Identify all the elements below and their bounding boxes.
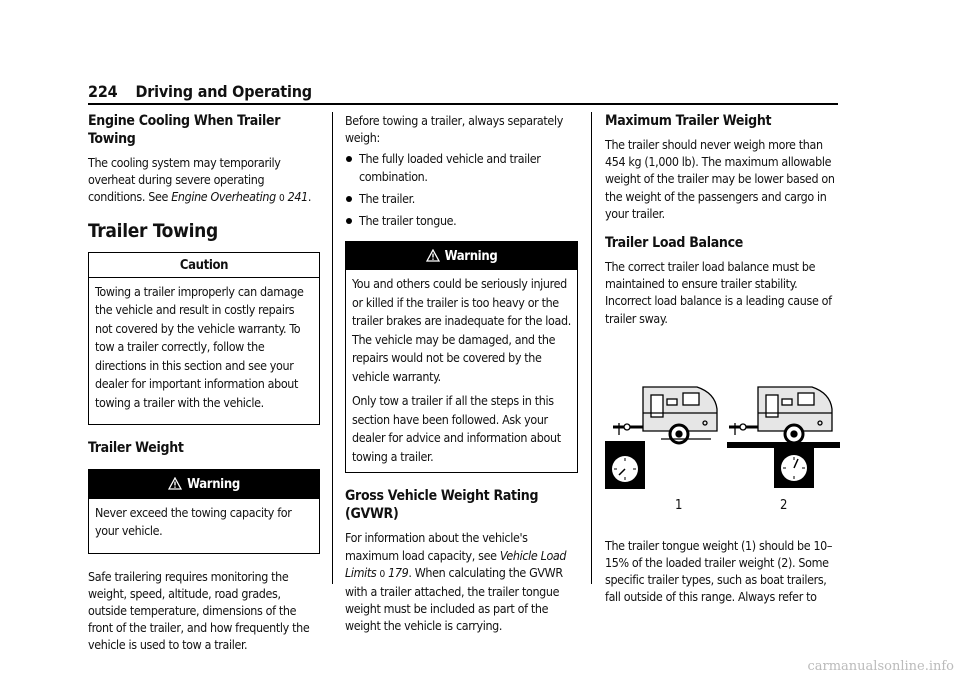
section-title: Driving and Operating — [135, 82, 312, 101]
weigh-intro: Before towing a trailer, always separately weigh: — [345, 113, 563, 146]
gvwr-heading: Gross Vehicle Weight Rating (GVWR) — [345, 488, 539, 523]
column-2 — [345, 112, 578, 643]
trailer-towing-heading: Trailer Towing — [88, 219, 218, 242]
weigh-list — [345, 150, 578, 229]
safe-trailering-text: Safe trailering requires monitoring the weight, speed, altitude, road grades, outside temperature, dimensions of the front of the trailer, and how frequently the vehicle is used to tow a trailer. — [88, 568, 310, 653]
max-trailer-weight-heading: Maximum Trailer Weight — [605, 113, 772, 129]
tongue-weight-text: The trailer tongue weight (1) should be 10–15% of the loaded trailer weight (2). Some specific trailer types, such as boat trailers, fall outside of this range. Always refer to — [605, 537, 833, 605]
page-number: 224 — [88, 82, 118, 101]
figure-label-2: 2 — [780, 497, 788, 513]
watermark: carmanualsonline.info — [807, 659, 954, 674]
engine-cooling-heading: Engine Cooling When Trailer Towing — [88, 113, 281, 147]
trailer-weight-heading: Trailer Weight — [88, 440, 184, 457]
vehicle-load-limits-link[interactable]: Vehicle Load Limits — [345, 547, 567, 580]
trailer-1 — [613, 387, 717, 443]
caution-box — [88, 252, 320, 426]
trailer-weight-figure — [605, 379, 840, 519]
load-balance-text: The correct trailer load balance must be maintained to ensure trailer stability. Incorrect load balance is a leading cause of trailer sway. — [605, 259, 832, 326]
warning-icon — [426, 249, 440, 262]
page-ref-arrow: 0 — [279, 193, 285, 205]
figure-label-1: 1 — [675, 497, 683, 513]
warning-text-2: You and others could be seriously injured or killed if the trailer is too heavy or the trailer brakes are inadequate for the load. The vehicle may be damaged, and the repairs would not be covered by the vehicle warranty. Only tow a trailer if all the steps in this section have been followed. Ask your dealer for advice and information about towing a trailer. — [352, 276, 571, 464]
trailer-scales-illustration — [605, 379, 840, 491]
engine-overheating-link[interactable]: Engine Overheating — [171, 189, 276, 205]
list-item: The trailer tongue. — [345, 212, 578, 229]
column-divider — [591, 112, 592, 584]
page-ref-arrow: 0 — [379, 568, 385, 580]
trailer-2 — [729, 387, 832, 443]
list-item: The fully loaded vehicle and trailer combination. — [345, 150, 578, 184]
engine-overheating-page[interactable]: 241 — [287, 189, 308, 205]
warning-icon — [168, 477, 182, 490]
column-1 — [88, 112, 320, 662]
warning-title-1: Warning — [89, 470, 319, 498]
warning-box-1 — [88, 469, 320, 553]
engine-cooling-text: The cooling system may temporarily overheat during severe operating conditions. See Engine Overheating 0 241. — [88, 155, 312, 205]
page-header — [88, 82, 312, 101]
max-trailer-weight-text: The trailer should never weigh more than 454 kg (1,000 lb). The maximum allowable weight of the trailer may be lower based on the weight of the passengers and cargo in your trailer. — [605, 137, 835, 221]
column-3 — [605, 112, 840, 614]
column-divider — [332, 112, 333, 584]
warning-box-2 — [345, 241, 578, 473]
vehicle-load-limits-page[interactable]: 179 — [388, 564, 409, 580]
caution-text: Towing a trailer improperly can damage the vehicle and result in costly repairs not covered by the vehicle warranty. To tow a trailer correctly, follow the directions in this section and see your dealer for important information about towing a trailer with the vehicle. — [95, 283, 304, 410]
warning-title-2: Warning — [346, 242, 577, 270]
header-rule — [88, 103, 838, 105]
list-item: The trailer. — [345, 190, 578, 207]
caution-title: Caution — [89, 253, 319, 278]
warning-text-1: Never exceed the towing capacity for your vehicle. — [95, 504, 292, 539]
load-balance-heading: Trailer Load Balance — [605, 235, 743, 252]
gvwr-text: For information about the vehicle's maximum load capacity, see Vehicle Load Limits 0 179. When calculating the GVWR with a trailer attached, the trailer tongue weight must be included as part of the weight the vehicle is carrying. — [345, 530, 567, 634]
